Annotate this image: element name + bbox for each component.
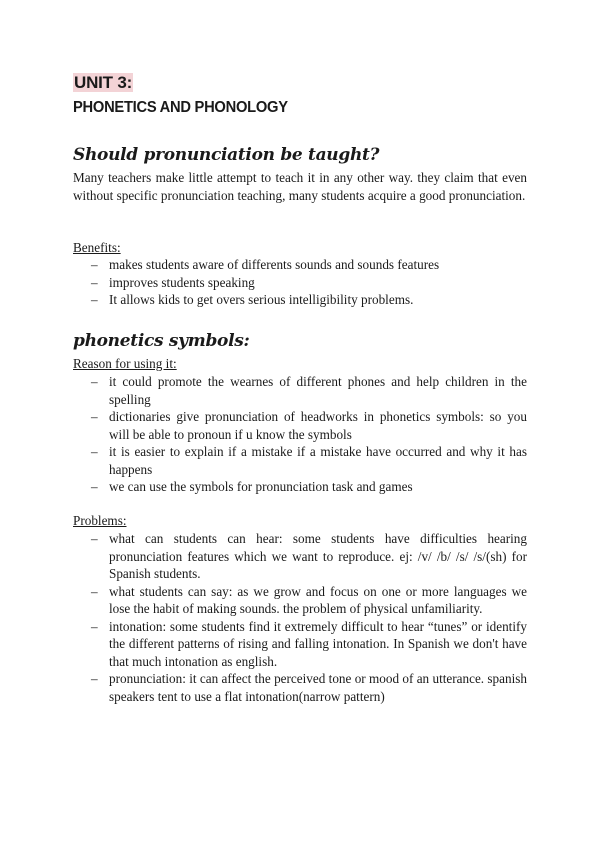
list-item: – improves students speaking — [91, 274, 255, 290]
dash-marker: – — [91, 444, 98, 459]
problems-list — [91, 530, 527, 705]
list-item: – pronunciation: it can affect the perceived tone or mood of an utterance. spanish speakers tent to use a flat intonation(narrow pattern) — [91, 671, 527, 704]
dash-marker: – — [91, 274, 98, 290]
dash-marker: – — [91, 292, 98, 307]
list-item: – makes students aware of differents sounds and sounds features — [91, 257, 440, 272]
intro-paragraph: Many teachers make little attempt to teach it in any other way. they claim that even without specific pronunciation teaching, many students acquire a good pronunciation. — [73, 170, 527, 203]
dash-marker: – — [91, 583, 98, 599]
list-item: – intonation: some students find it extremely difficult to hear “tunes” or identify the different patterns of rising and falling intonation. In Spanish we don't have that much intonation as english. — [91, 618, 527, 669]
list-item: – it is easier to explain if a mistake if a mistake have occurred and why it has happens — [91, 444, 527, 477]
dash-marker: – — [91, 409, 98, 424]
dash-marker: – — [91, 374, 98, 389]
dash-marker: – — [91, 671, 98, 686]
section-heading-phonetics: phonetics symbols: — [73, 331, 250, 351]
reasons-label: Reason for using it: — [73, 356, 177, 371]
benefits-list — [91, 256, 527, 309]
list-item: – what can students can hear: some students have difficulties hearing pronunciation features which we want to reproduce. ej: /v/ /b/ /s/ /s/(sh) for Spanish students. — [91, 531, 527, 581]
unit-title-highlight: UNIT 3: — [74, 73, 133, 92]
problems-label: Problems: — [73, 513, 127, 528]
dash-marker: – — [91, 479, 98, 494]
reasons-list — [91, 373, 527, 496]
list-item: – dictionaries give pronunciation of headworks in phonetics symbols: so you will be able to pronoun if u know the symbols — [91, 409, 527, 442]
dash-marker: – — [91, 531, 98, 546]
unit-title — [73, 73, 133, 93]
dash-marker: – — [91, 257, 98, 272]
list-item: – It allows kids to get overs serious intelligibility problems. — [91, 292, 414, 307]
dash-marker: – — [91, 618, 98, 634]
list-item: – we can use the symbols for pronunciation task and games — [91, 479, 413, 494]
list-item: – it could promote the wearnes of different phones and help children in the spelling — [91, 374, 527, 407]
benefits-label: Benefits: — [73, 240, 121, 255]
document-subtitle: PHONETICS AND PHONOLOGY — [73, 99, 288, 116]
list-item: – what students can say: as we grow and focus on one or more languages we lose the habit of making sounds. the problem of physical unfamiliarity. — [91, 583, 527, 616]
section-heading-pronunciation: Should pronunciation be taught? — [73, 145, 380, 165]
